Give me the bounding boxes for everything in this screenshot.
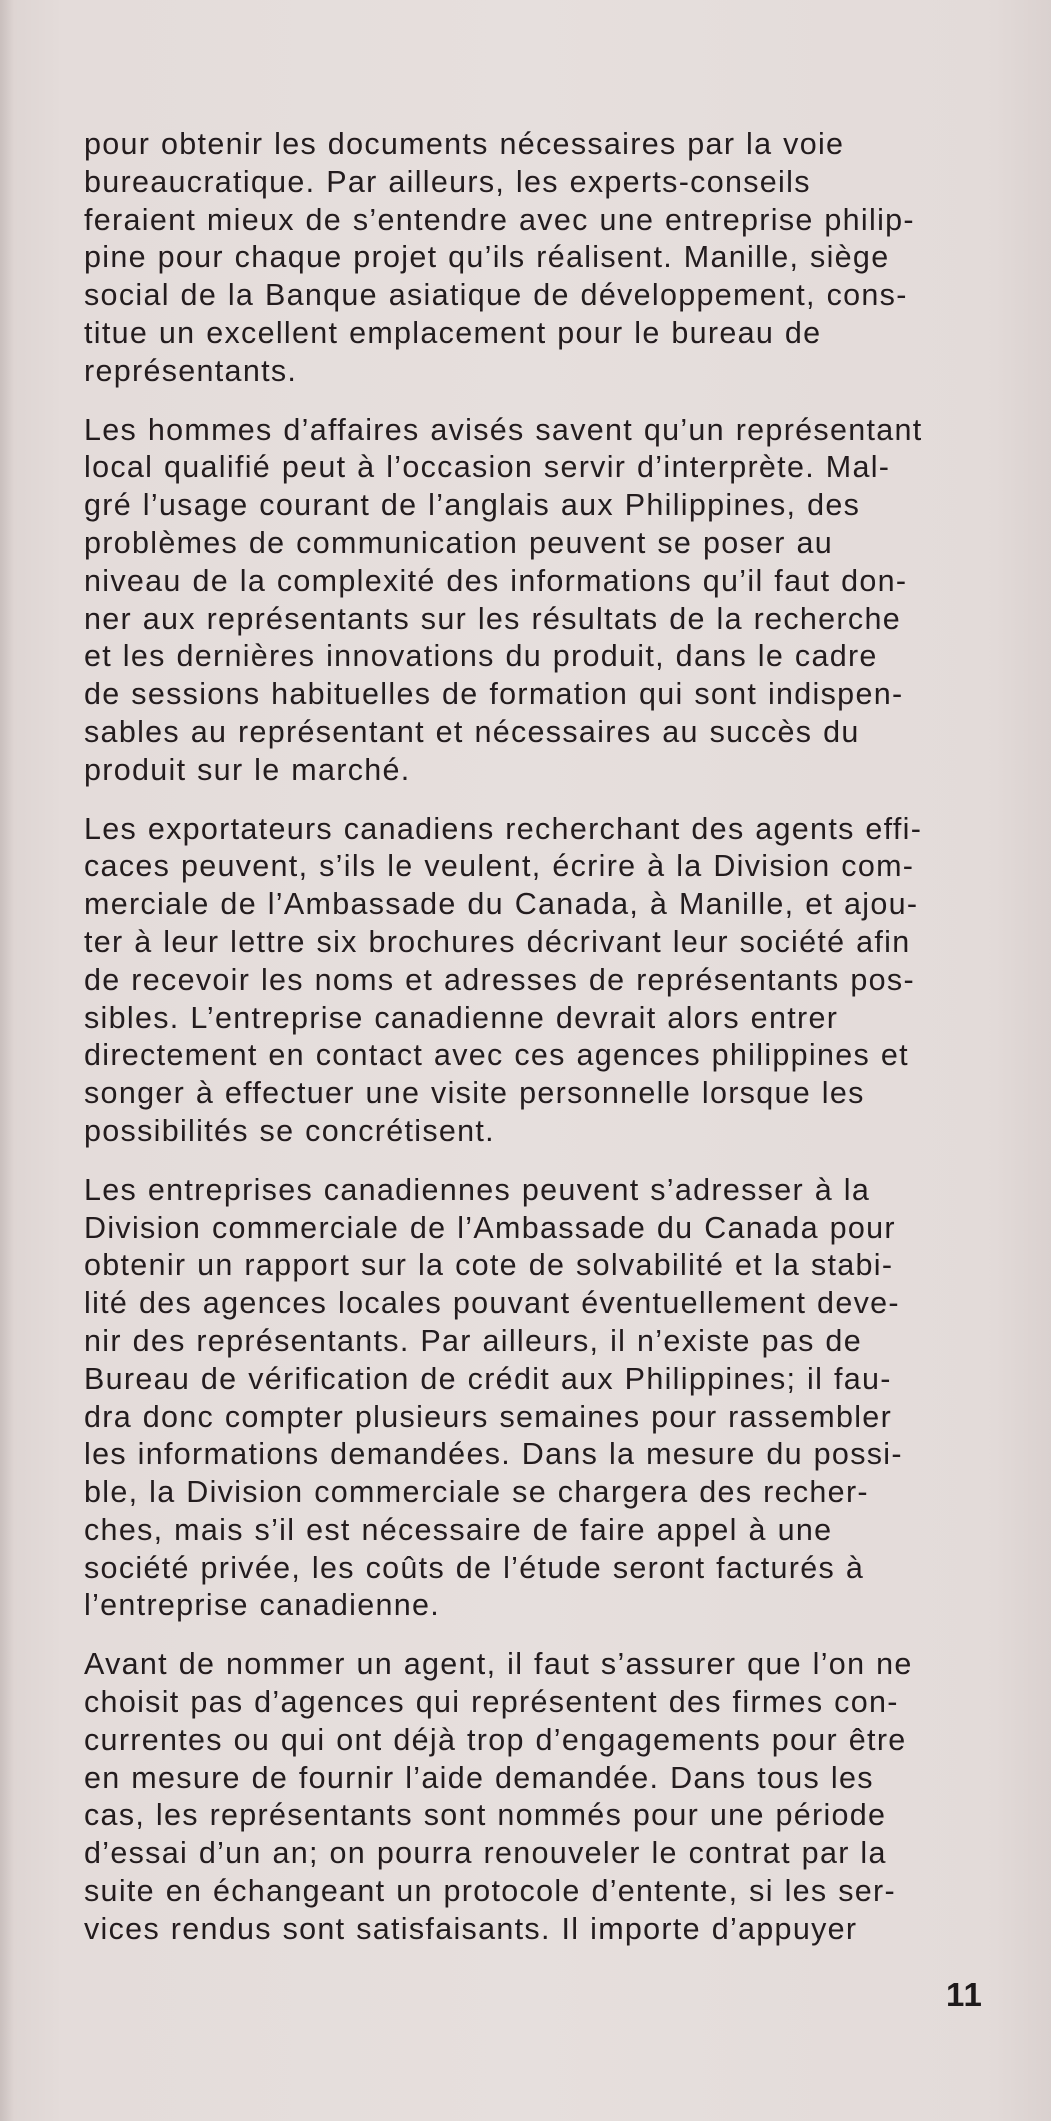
text-line: Bureau de vérification de crédit aux Philippines; il fau-: [84, 1361, 892, 1396]
text-line: pine pour chaque projet qu’ils réalisent. Manille, siège: [84, 240, 890, 275]
body-text: [84, 126, 1024, 1970]
text-line: en mesure de fournir l’aide demandée. Dans tous les: [84, 1760, 874, 1795]
text-line: suite en échangeant un protocole d’entente, si les ser-: [84, 1874, 896, 1909]
text-line: caces peuvent, s’ils le veulent, écrire à la Division com-: [84, 849, 915, 884]
text-line: lité des agences locales pouvant éventuellement deve-: [84, 1286, 900, 1321]
text-line: ter à leur lettre six brochures décrivant leur société afin: [84, 924, 911, 959]
text-line: vices rendus sont satisfaisants. Il importe d’appuyer: [84, 1911, 858, 1946]
text-line: de sessions habituelles de formation qui sont indispen-: [84, 677, 904, 712]
text-line: et les dernières innovations du produit, dans le cadre: [84, 639, 878, 674]
paragraph: [84, 1646, 1024, 1948]
paragraph: [84, 412, 1024, 790]
text-line: cas, les représentants sont nommés pour une période: [84, 1798, 887, 1833]
text-line: Les exportateurs canadiens recherchant des agents effi-: [84, 811, 923, 846]
text-line: Division commerciale de l’Ambassade du Canada pour: [84, 1210, 896, 1245]
text-line: nir des représentants. Par ailleurs, il n’existe pas de: [84, 1323, 862, 1358]
text-line: sibles. L’entreprise canadienne devrait alors entrer: [84, 1000, 839, 1035]
text-line: Les hommes d’affaires avisés savent qu’un représentant: [84, 412, 923, 447]
text-line: obtenir un rapport sur la cote de solvabilité et la stabi-: [84, 1248, 894, 1283]
text-line: les informations demandées. Dans la mesure du possi-: [84, 1437, 903, 1472]
text-line: songer à effectuer une visite personnelle lorsque les: [84, 1076, 865, 1111]
text-line: currentes ou qui ont déjà trop d’engagements pour être: [84, 1722, 907, 1757]
text-line: représentants.: [84, 353, 298, 388]
text-line: possibilités se concrétisent.: [84, 1113, 495, 1148]
paragraph: [84, 811, 1024, 1151]
text-line: dra donc compter plusieurs semaines pour rassembler: [84, 1399, 893, 1434]
text-line: choisit pas d’agences qui représentent des firmes con-: [84, 1685, 899, 1720]
text-line: sables au représentant et nécessaires au succès du: [84, 714, 860, 749]
paragraph: [84, 1172, 1024, 1626]
text-line: merciale de l’Ambassade du Canada, à Manille, et ajou-: [84, 887, 919, 922]
text-line: l’entreprise canadienne.: [84, 1588, 441, 1623]
text-line: gré l’usage courant de l’anglais aux Philippines, des: [84, 488, 861, 523]
text-line: d’essai d’un an; on pourra renouveler le contrat par la: [84, 1836, 887, 1871]
paragraph: [84, 126, 1024, 391]
text-line: ches, mais s’il est nécessaire de faire appel à une: [84, 1512, 833, 1547]
text-line: de recevoir les noms et adresses de représentants pos-: [84, 962, 915, 997]
text-line: directement en contact avec ces agences philippines et: [84, 1038, 909, 1073]
page-number: 11: [946, 1976, 983, 2013]
text-line: local qualifié peut à l’occasion servir d’interprète. Mal-: [84, 450, 891, 485]
text-line: titue un excellent emplacement pour le bureau de: [84, 315, 822, 350]
text-line: ble, la Division commerciale se chargera des recher-: [84, 1475, 869, 1510]
text-line: problèmes de communication peuvent se poser au: [84, 525, 834, 560]
text-line: bureaucratique. Par ailleurs, les experts-conseils: [84, 164, 811, 199]
text-line: feraient mieux de s’entendre avec une entreprise philip-: [84, 202, 915, 237]
text-line: Avant de nommer un agent, il faut s’assurer que l’on ne: [84, 1647, 913, 1682]
text-line: social de la Banque asiatique de développement, cons-: [84, 278, 908, 313]
text-line: pour obtenir les documents nécessaires par la voie: [84, 127, 845, 161]
text-line: société privée, les coûts de l’étude seront facturés à: [84, 1550, 865, 1585]
text-line: produit sur le marché.: [84, 752, 411, 787]
text-line: Les entreprises canadiennes peuvent s’adresser à la: [84, 1172, 871, 1207]
text-line: ner aux représentants sur les résultats de la recherche: [84, 601, 901, 636]
text-line: niveau de la complexité des informations qu’il faut don-: [84, 563, 908, 598]
